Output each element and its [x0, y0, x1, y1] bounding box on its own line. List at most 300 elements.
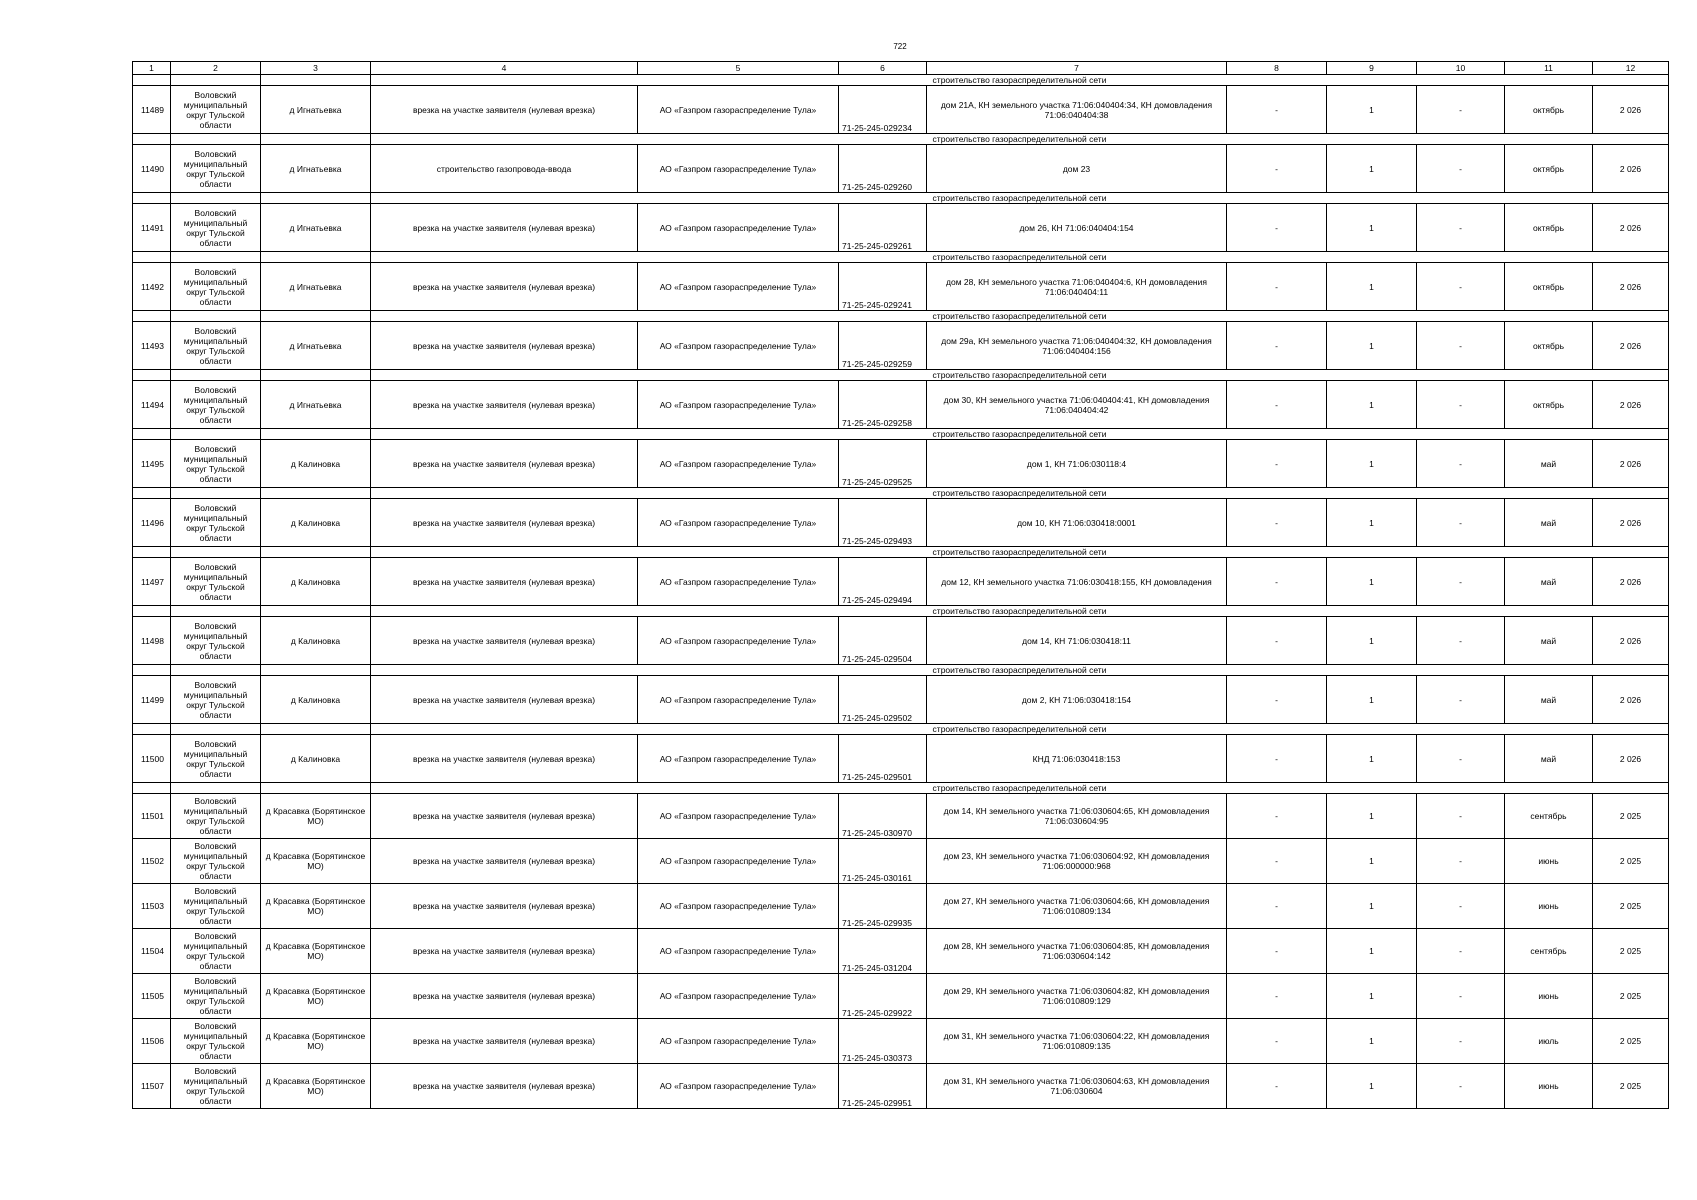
section-blank-cell	[261, 134, 371, 145]
year-cell: 2 026	[1593, 145, 1669, 193]
section-blank-cell	[261, 488, 371, 499]
table-row	[133, 735, 1669, 783]
municipality-cell: Воловский муниципальный округ Тульской области	[171, 204, 261, 252]
column-10-cell: -	[1417, 381, 1505, 429]
settlement-cell: д Калиновка	[261, 499, 371, 547]
month-cell: май	[1505, 676, 1593, 724]
municipality-cell: Воловский муниципальный округ Тульской области	[171, 440, 261, 488]
column-8-cell: -	[1227, 381, 1327, 429]
settlement-cell: д Калиновка	[261, 676, 371, 724]
column-number-header-row	[133, 62, 1669, 75]
section-label: строительство газораспределительной сети	[371, 193, 1669, 204]
column-10-cell: -	[1417, 735, 1505, 783]
section-row	[133, 783, 1669, 794]
section-blank-cell	[261, 429, 371, 440]
column-10-cell: -	[1417, 794, 1505, 839]
column-10-cell: -	[1417, 929, 1505, 974]
year-cell: 2 026	[1593, 381, 1669, 429]
column-8-cell: -	[1227, 558, 1327, 606]
work-type-cell: врезка на участке заявителя (нулевая врезка)	[371, 617, 638, 665]
column-10-cell: -	[1417, 204, 1505, 252]
work-type-cell: врезка на участке заявителя (нулевая врезка)	[371, 204, 638, 252]
organization-cell: АО «Газпром газораспределение Тула»	[638, 499, 839, 547]
application-code-cell: 71-25-245-029259	[839, 322, 927, 370]
row-number: 11501	[133, 794, 171, 839]
object-cell: дом 2, КН 71:06:030418:154	[927, 676, 1227, 724]
municipality-cell: Воловский муниципальный округ Тульской области	[171, 676, 261, 724]
column-8-cell: -	[1227, 617, 1327, 665]
section-row	[133, 665, 1669, 676]
object-cell: дом 30, КН земельного участка 71:06:040404:41, КН домовладения 71:06:040404:42	[927, 381, 1227, 429]
section-blank-cell	[171, 606, 261, 617]
column-8-cell: -	[1227, 1064, 1327, 1109]
object-cell: КНД 71:06:030418:153	[927, 735, 1227, 783]
section-blank-cell	[261, 665, 371, 676]
work-type-cell: врезка на участке заявителя (нулевая врезка)	[371, 263, 638, 311]
application-code-cell: 71-25-245-029501	[839, 735, 927, 783]
month-cell: сентябрь	[1505, 794, 1593, 839]
section-blank-cell	[133, 783, 171, 794]
settlement-cell: д Калиновка	[261, 440, 371, 488]
row-number: 11495	[133, 440, 171, 488]
year-cell: 2 026	[1593, 322, 1669, 370]
column-9-cell: 1	[1327, 676, 1417, 724]
settlement-cell: д Игнатьевка	[261, 86, 371, 134]
organization-cell: АО «Газпром газораспределение Тула»	[638, 884, 839, 929]
column-8-cell: -	[1227, 322, 1327, 370]
table-row	[133, 794, 1669, 839]
table-row	[133, 204, 1669, 252]
row-number: 11506	[133, 1019, 171, 1064]
section-blank-cell	[171, 783, 261, 794]
settlement-cell: д Игнатьевка	[261, 204, 371, 252]
work-type-cell: врезка на участке заявителя (нулевая врезка)	[371, 440, 638, 488]
table-row	[133, 558, 1669, 606]
column-9-cell: 1	[1327, 1064, 1417, 1109]
section-blank-cell	[133, 75, 171, 86]
year-cell: 2 026	[1593, 263, 1669, 311]
section-label: строительство газораспределительной сети	[371, 311, 1669, 322]
section-row	[133, 606, 1669, 617]
table-row	[133, 974, 1669, 1019]
section-blank-cell	[171, 75, 261, 86]
section-blank-cell	[171, 311, 261, 322]
year-cell: 2 026	[1593, 499, 1669, 547]
month-cell: май	[1505, 440, 1593, 488]
section-blank-cell	[261, 547, 371, 558]
column-9-cell: 1	[1327, 839, 1417, 884]
work-type-cell: врезка на участке заявителя (нулевая врезка)	[371, 558, 638, 606]
section-blank-cell	[133, 193, 171, 204]
section-row	[133, 193, 1669, 204]
object-cell: дом 29а, КН земельного участка 71:06:040404:32, КН домовладения 71:06:040404:156	[927, 322, 1227, 370]
section-row	[133, 134, 1669, 145]
table-row	[133, 381, 1669, 429]
row-number: 11504	[133, 929, 171, 974]
work-type-cell: врезка на участке заявителя (нулевая врезка)	[371, 884, 638, 929]
table-row	[133, 884, 1669, 929]
column-9-cell: 1	[1327, 929, 1417, 974]
row-number: 11494	[133, 381, 171, 429]
section-blank-cell	[261, 783, 371, 794]
column-9-cell: 1	[1327, 794, 1417, 839]
year-cell: 2 025	[1593, 794, 1669, 839]
year-cell: 2 025	[1593, 1019, 1669, 1064]
column-number: 5	[638, 62, 839, 75]
municipality-cell: Воловский муниципальный округ Тульской области	[171, 263, 261, 311]
object-cell: дом 23	[927, 145, 1227, 193]
object-cell: дом 31, КН земельного участка 71:06:030604:63, КН домовладения 71:06:030604	[927, 1064, 1227, 1109]
organization-cell: АО «Газпром газораспределение Тула»	[638, 1064, 839, 1109]
row-number: 11497	[133, 558, 171, 606]
municipality-cell: Воловский муниципальный округ Тульской области	[171, 558, 261, 606]
municipality-cell: Воловский муниципальный округ Тульской области	[171, 929, 261, 974]
row-number: 11491	[133, 204, 171, 252]
column-10-cell: -	[1417, 974, 1505, 1019]
settlement-cell: д Игнатьевка	[261, 381, 371, 429]
section-blank-cell	[261, 193, 371, 204]
section-row	[133, 547, 1669, 558]
organization-cell: АО «Газпром газораспределение Тула»	[638, 263, 839, 311]
section-label: строительство газораспределительной сети	[371, 606, 1669, 617]
table-row	[133, 1019, 1669, 1064]
section-blank-cell	[261, 370, 371, 381]
table-row	[133, 440, 1669, 488]
month-cell: май	[1505, 735, 1593, 783]
section-blank-cell	[133, 547, 171, 558]
section-blank-cell	[171, 429, 261, 440]
section-blank-cell	[261, 252, 371, 263]
object-cell: дом 31, КН земельного участка 71:06:030604:22, КН домовладения 71:06:010809:135	[927, 1019, 1227, 1064]
row-number: 11489	[133, 86, 171, 134]
year-cell: 2 025	[1593, 1064, 1669, 1109]
row-number: 11507	[133, 1064, 171, 1109]
municipality-cell: Воловский муниципальный округ Тульской области	[171, 499, 261, 547]
works-table	[132, 61, 1669, 1109]
work-type-cell: врезка на участке заявителя (нулевая врезка)	[371, 1064, 638, 1109]
municipality-cell: Воловский муниципальный округ Тульской области	[171, 884, 261, 929]
object-cell: дом 28, КН земельного участка 71:06:040404:6, КН домовладения 71:06:040404:11	[927, 263, 1227, 311]
organization-cell: АО «Газпром газораспределение Тула»	[638, 322, 839, 370]
work-type-cell: строительство газопровода-ввода	[371, 145, 638, 193]
month-cell: сентябрь	[1505, 929, 1593, 974]
organization-cell: АО «Газпром газораспределение Тула»	[638, 974, 839, 1019]
month-cell: октябрь	[1505, 381, 1593, 429]
column-number: 1	[133, 62, 171, 75]
table-row	[133, 929, 1669, 974]
table-row	[133, 617, 1669, 665]
section-blank-cell	[133, 252, 171, 263]
year-cell: 2 026	[1593, 617, 1669, 665]
year-cell: 2 026	[1593, 86, 1669, 134]
settlement-cell: д Красавка (Борятинское МО)	[261, 794, 371, 839]
application-code-cell: 71-25-245-030373	[839, 1019, 927, 1064]
column-9-cell: 1	[1327, 617, 1417, 665]
organization-cell: АО «Газпром газораспределение Тула»	[638, 145, 839, 193]
year-cell: 2 025	[1593, 884, 1669, 929]
organization-cell: АО «Газпром газораспределение Тула»	[638, 676, 839, 724]
month-cell: июнь	[1505, 839, 1593, 884]
column-9-cell: 1	[1327, 263, 1417, 311]
column-10-cell: -	[1417, 839, 1505, 884]
organization-cell: АО «Газпром газораспределение Тула»	[638, 381, 839, 429]
object-cell: дом 14, КН земельного участка 71:06:030604:65, КН домовладения 71:06:030604:95	[927, 794, 1227, 839]
work-type-cell: врезка на участке заявителя (нулевая врезка)	[371, 735, 638, 783]
organization-cell: АО «Газпром газораспределение Тула»	[638, 1019, 839, 1064]
row-number: 11502	[133, 839, 171, 884]
object-cell: дом 23, КН земельного участка 71:06:030604:92, КН домовладения 71:06:000000:968	[927, 839, 1227, 884]
section-blank-cell	[171, 252, 261, 263]
column-9-cell: 1	[1327, 974, 1417, 1019]
column-9-cell: 1	[1327, 558, 1417, 606]
object-cell: дом 1, КН 71:06:030118:4	[927, 440, 1227, 488]
object-cell: дом 27, КН земельного участка 71:06:030604:66, КН домовладения 71:06:010809:134	[927, 884, 1227, 929]
work-type-cell: врезка на участке заявителя (нулевая врезка)	[371, 1019, 638, 1064]
municipality-cell: Воловский муниципальный округ Тульской области	[171, 794, 261, 839]
section-label: строительство газораспределительной сети	[371, 134, 1669, 145]
organization-cell: АО «Газпром газораспределение Тула»	[638, 794, 839, 839]
column-8-cell: -	[1227, 839, 1327, 884]
application-code-cell: 71-25-245-029525	[839, 440, 927, 488]
section-blank-cell	[133, 724, 171, 735]
application-code-cell: 71-25-245-029258	[839, 381, 927, 429]
column-number: 6	[839, 62, 927, 75]
column-8-cell: -	[1227, 1019, 1327, 1064]
year-cell: 2 026	[1593, 735, 1669, 783]
table-row	[133, 839, 1669, 884]
row-number: 11500	[133, 735, 171, 783]
settlement-cell: д Игнатьевка	[261, 145, 371, 193]
table-row	[133, 86, 1669, 134]
municipality-cell: Воловский муниципальный округ Тульской области	[171, 322, 261, 370]
application-code-cell: 71-25-245-029241	[839, 263, 927, 311]
section-blank-cell	[171, 134, 261, 145]
column-10-cell: -	[1417, 86, 1505, 134]
settlement-cell: д Красавка (Борятинское МО)	[261, 929, 371, 974]
month-cell: июнь	[1505, 974, 1593, 1019]
section-label: строительство газораспределительной сети	[371, 429, 1669, 440]
section-label: строительство газораспределительной сети	[371, 488, 1669, 499]
work-type-cell: врезка на участке заявителя (нулевая врезка)	[371, 676, 638, 724]
work-type-cell: врезка на участке заявителя (нулевая врезка)	[371, 86, 638, 134]
section-blank-cell	[171, 370, 261, 381]
year-cell: 2 026	[1593, 558, 1669, 606]
column-8-cell: -	[1227, 86, 1327, 134]
settlement-cell: д Калиновка	[261, 735, 371, 783]
section-row	[133, 429, 1669, 440]
table-row	[133, 322, 1669, 370]
column-number: 2	[171, 62, 261, 75]
column-10-cell: -	[1417, 884, 1505, 929]
object-cell: дом 29, КН земельного участка 71:06:030604:82, КН домовладения 71:06:010809:129	[927, 974, 1227, 1019]
column-8-cell: -	[1227, 884, 1327, 929]
section-blank-cell	[133, 134, 171, 145]
organization-cell: АО «Газпром газораспределение Тула»	[638, 204, 839, 252]
municipality-cell: Воловский муниципальный округ Тульской области	[171, 1019, 261, 1064]
table-row	[133, 676, 1669, 724]
settlement-cell: д Красавка (Борятинское МО)	[261, 839, 371, 884]
municipality-cell: Воловский муниципальный округ Тульской области	[171, 381, 261, 429]
municipality-cell: Воловский муниципальный округ Тульской области	[171, 735, 261, 783]
object-cell: дом 26, КН 71:06:040404:154	[927, 204, 1227, 252]
column-9-cell: 1	[1327, 145, 1417, 193]
page-number: 722	[893, 42, 907, 51]
work-type-cell: врезка на участке заявителя (нулевая врезка)	[371, 381, 638, 429]
application-code-cell: 71-25-245-029502	[839, 676, 927, 724]
column-9-cell: 1	[1327, 204, 1417, 252]
settlement-cell: д Игнатьевка	[261, 322, 371, 370]
section-label: строительство газораспределительной сети	[371, 370, 1669, 381]
column-10-cell: -	[1417, 1019, 1505, 1064]
municipality-cell: Воловский муниципальный округ Тульской области	[171, 974, 261, 1019]
work-type-cell: врезка на участке заявителя (нулевая врезка)	[371, 929, 638, 974]
object-cell: дом 21А, КН земельного участка 71:06:040404:34, КН домовладения 71:06:040404:38	[927, 86, 1227, 134]
table-row	[133, 499, 1669, 547]
column-number: 12	[1593, 62, 1669, 75]
column-9-cell: 1	[1327, 884, 1417, 929]
application-code-cell: 71-25-245-029234	[839, 86, 927, 134]
section-label: строительство газораспределительной сети	[371, 547, 1669, 558]
column-8-cell: -	[1227, 794, 1327, 839]
section-row	[133, 75, 1669, 86]
year-cell: 2 025	[1593, 839, 1669, 884]
row-number: 11499	[133, 676, 171, 724]
row-number: 11493	[133, 322, 171, 370]
table-row	[133, 263, 1669, 311]
column-10-cell: -	[1417, 499, 1505, 547]
section-row	[133, 488, 1669, 499]
column-10-cell: -	[1417, 440, 1505, 488]
column-number: 8	[1227, 62, 1327, 75]
municipality-cell: Воловский муниципальный округ Тульской области	[171, 1064, 261, 1109]
column-number: 3	[261, 62, 371, 75]
section-blank-cell	[133, 370, 171, 381]
column-9-cell: 1	[1327, 1019, 1417, 1064]
section-label: строительство газораспределительной сети	[371, 724, 1669, 735]
settlement-cell: д Игнатьевка	[261, 263, 371, 311]
work-type-cell: врезка на участке заявителя (нулевая врезка)	[371, 974, 638, 1019]
year-cell: 2 026	[1593, 204, 1669, 252]
object-cell: дом 14, КН 71:06:030418:11	[927, 617, 1227, 665]
section-label: строительство газораспределительной сети	[371, 665, 1669, 676]
section-blank-cell	[133, 488, 171, 499]
column-9-cell: 1	[1327, 381, 1417, 429]
year-cell: 2 025	[1593, 974, 1669, 1019]
column-8-cell: -	[1227, 204, 1327, 252]
application-code-cell: 71-25-245-029504	[839, 617, 927, 665]
municipality-cell: Воловский муниципальный округ Тульской области	[171, 86, 261, 134]
column-number: 10	[1417, 62, 1505, 75]
section-blank-cell	[133, 606, 171, 617]
column-8-cell: -	[1227, 263, 1327, 311]
column-10-cell: -	[1417, 322, 1505, 370]
organization-cell: АО «Газпром газораспределение Тула»	[638, 86, 839, 134]
column-10-cell: -	[1417, 676, 1505, 724]
row-number: 11490	[133, 145, 171, 193]
application-code-cell: 71-25-245-030161	[839, 839, 927, 884]
section-blank-cell	[261, 311, 371, 322]
object-cell: дом 28, КН земельного участка 71:06:030604:85, КН домовладения 71:06:030604:142	[927, 929, 1227, 974]
column-8-cell: -	[1227, 145, 1327, 193]
settlement-cell: д Красавка (Борятинское МО)	[261, 884, 371, 929]
application-code-cell: 71-25-245-029951	[839, 1064, 927, 1109]
settlement-cell: д Калиновка	[261, 558, 371, 606]
year-cell: 2 026	[1593, 440, 1669, 488]
application-code-cell: 71-25-245-029935	[839, 884, 927, 929]
row-number: 11496	[133, 499, 171, 547]
section-blank-cell	[261, 724, 371, 735]
section-blank-cell	[133, 665, 171, 676]
year-cell: 2 026	[1593, 676, 1669, 724]
object-cell: дом 10, КН 71:06:030418:0001	[927, 499, 1227, 547]
application-code-cell: 71-25-245-029494	[839, 558, 927, 606]
column-8-cell: -	[1227, 499, 1327, 547]
work-type-cell: врезка на участке заявителя (нулевая врезка)	[371, 839, 638, 884]
organization-cell: АО «Газпром газораспределение Тула»	[638, 440, 839, 488]
organization-cell: АО «Газпром газораспределение Тула»	[638, 839, 839, 884]
settlement-cell: д Красавка (Борятинское МО)	[261, 974, 371, 1019]
section-row	[133, 370, 1669, 381]
organization-cell: АО «Газпром газораспределение Тула»	[638, 617, 839, 665]
column-8-cell: -	[1227, 676, 1327, 724]
month-cell: июнь	[1505, 884, 1593, 929]
section-blank-cell	[261, 75, 371, 86]
column-9-cell: 1	[1327, 499, 1417, 547]
column-10-cell: -	[1417, 145, 1505, 193]
column-9-cell: 1	[1327, 322, 1417, 370]
column-10-cell: -	[1417, 1064, 1505, 1109]
column-number: 9	[1327, 62, 1417, 75]
month-cell: май	[1505, 558, 1593, 606]
column-9-cell: 1	[1327, 735, 1417, 783]
column-8-cell: -	[1227, 735, 1327, 783]
application-code-cell: 71-25-245-029260	[839, 145, 927, 193]
column-9-cell: 1	[1327, 86, 1417, 134]
row-number: 11503	[133, 884, 171, 929]
section-label: строительство газораспределительной сети	[371, 783, 1669, 794]
application-code-cell: 71-25-245-029493	[839, 499, 927, 547]
work-type-cell: врезка на участке заявителя (нулевая врезка)	[371, 794, 638, 839]
row-number: 11498	[133, 617, 171, 665]
settlement-cell: д Красавка (Борятинское МО)	[261, 1019, 371, 1064]
section-blank-cell	[133, 311, 171, 322]
column-10-cell: -	[1417, 263, 1505, 311]
settlement-cell: д Калиновка	[261, 617, 371, 665]
work-type-cell: врезка на участке заявителя (нулевая врезка)	[371, 499, 638, 547]
month-cell: октябрь	[1505, 263, 1593, 311]
month-cell: май	[1505, 499, 1593, 547]
municipality-cell: Воловский муниципальный округ Тульской области	[171, 839, 261, 884]
application-code-cell: 71-25-245-029922	[839, 974, 927, 1019]
column-10-cell: -	[1417, 558, 1505, 606]
section-blank-cell	[171, 488, 261, 499]
month-cell: июль	[1505, 1019, 1593, 1064]
column-number: 11	[1505, 62, 1593, 75]
application-code-cell: 71-25-245-029261	[839, 204, 927, 252]
section-row	[133, 724, 1669, 735]
table-row	[133, 1064, 1669, 1109]
month-cell: октябрь	[1505, 322, 1593, 370]
column-10-cell: -	[1417, 617, 1505, 665]
section-row	[133, 252, 1669, 263]
table-row	[133, 145, 1669, 193]
section-blank-cell	[261, 606, 371, 617]
organization-cell: АО «Газпром газораспределение Тула»	[638, 735, 839, 783]
object-cell: дом 12, КН земельного участка 71:06:030418:155, КН домовладения	[927, 558, 1227, 606]
application-code-cell: 71-25-245-030970	[839, 794, 927, 839]
column-8-cell: -	[1227, 974, 1327, 1019]
month-cell: октябрь	[1505, 86, 1593, 134]
